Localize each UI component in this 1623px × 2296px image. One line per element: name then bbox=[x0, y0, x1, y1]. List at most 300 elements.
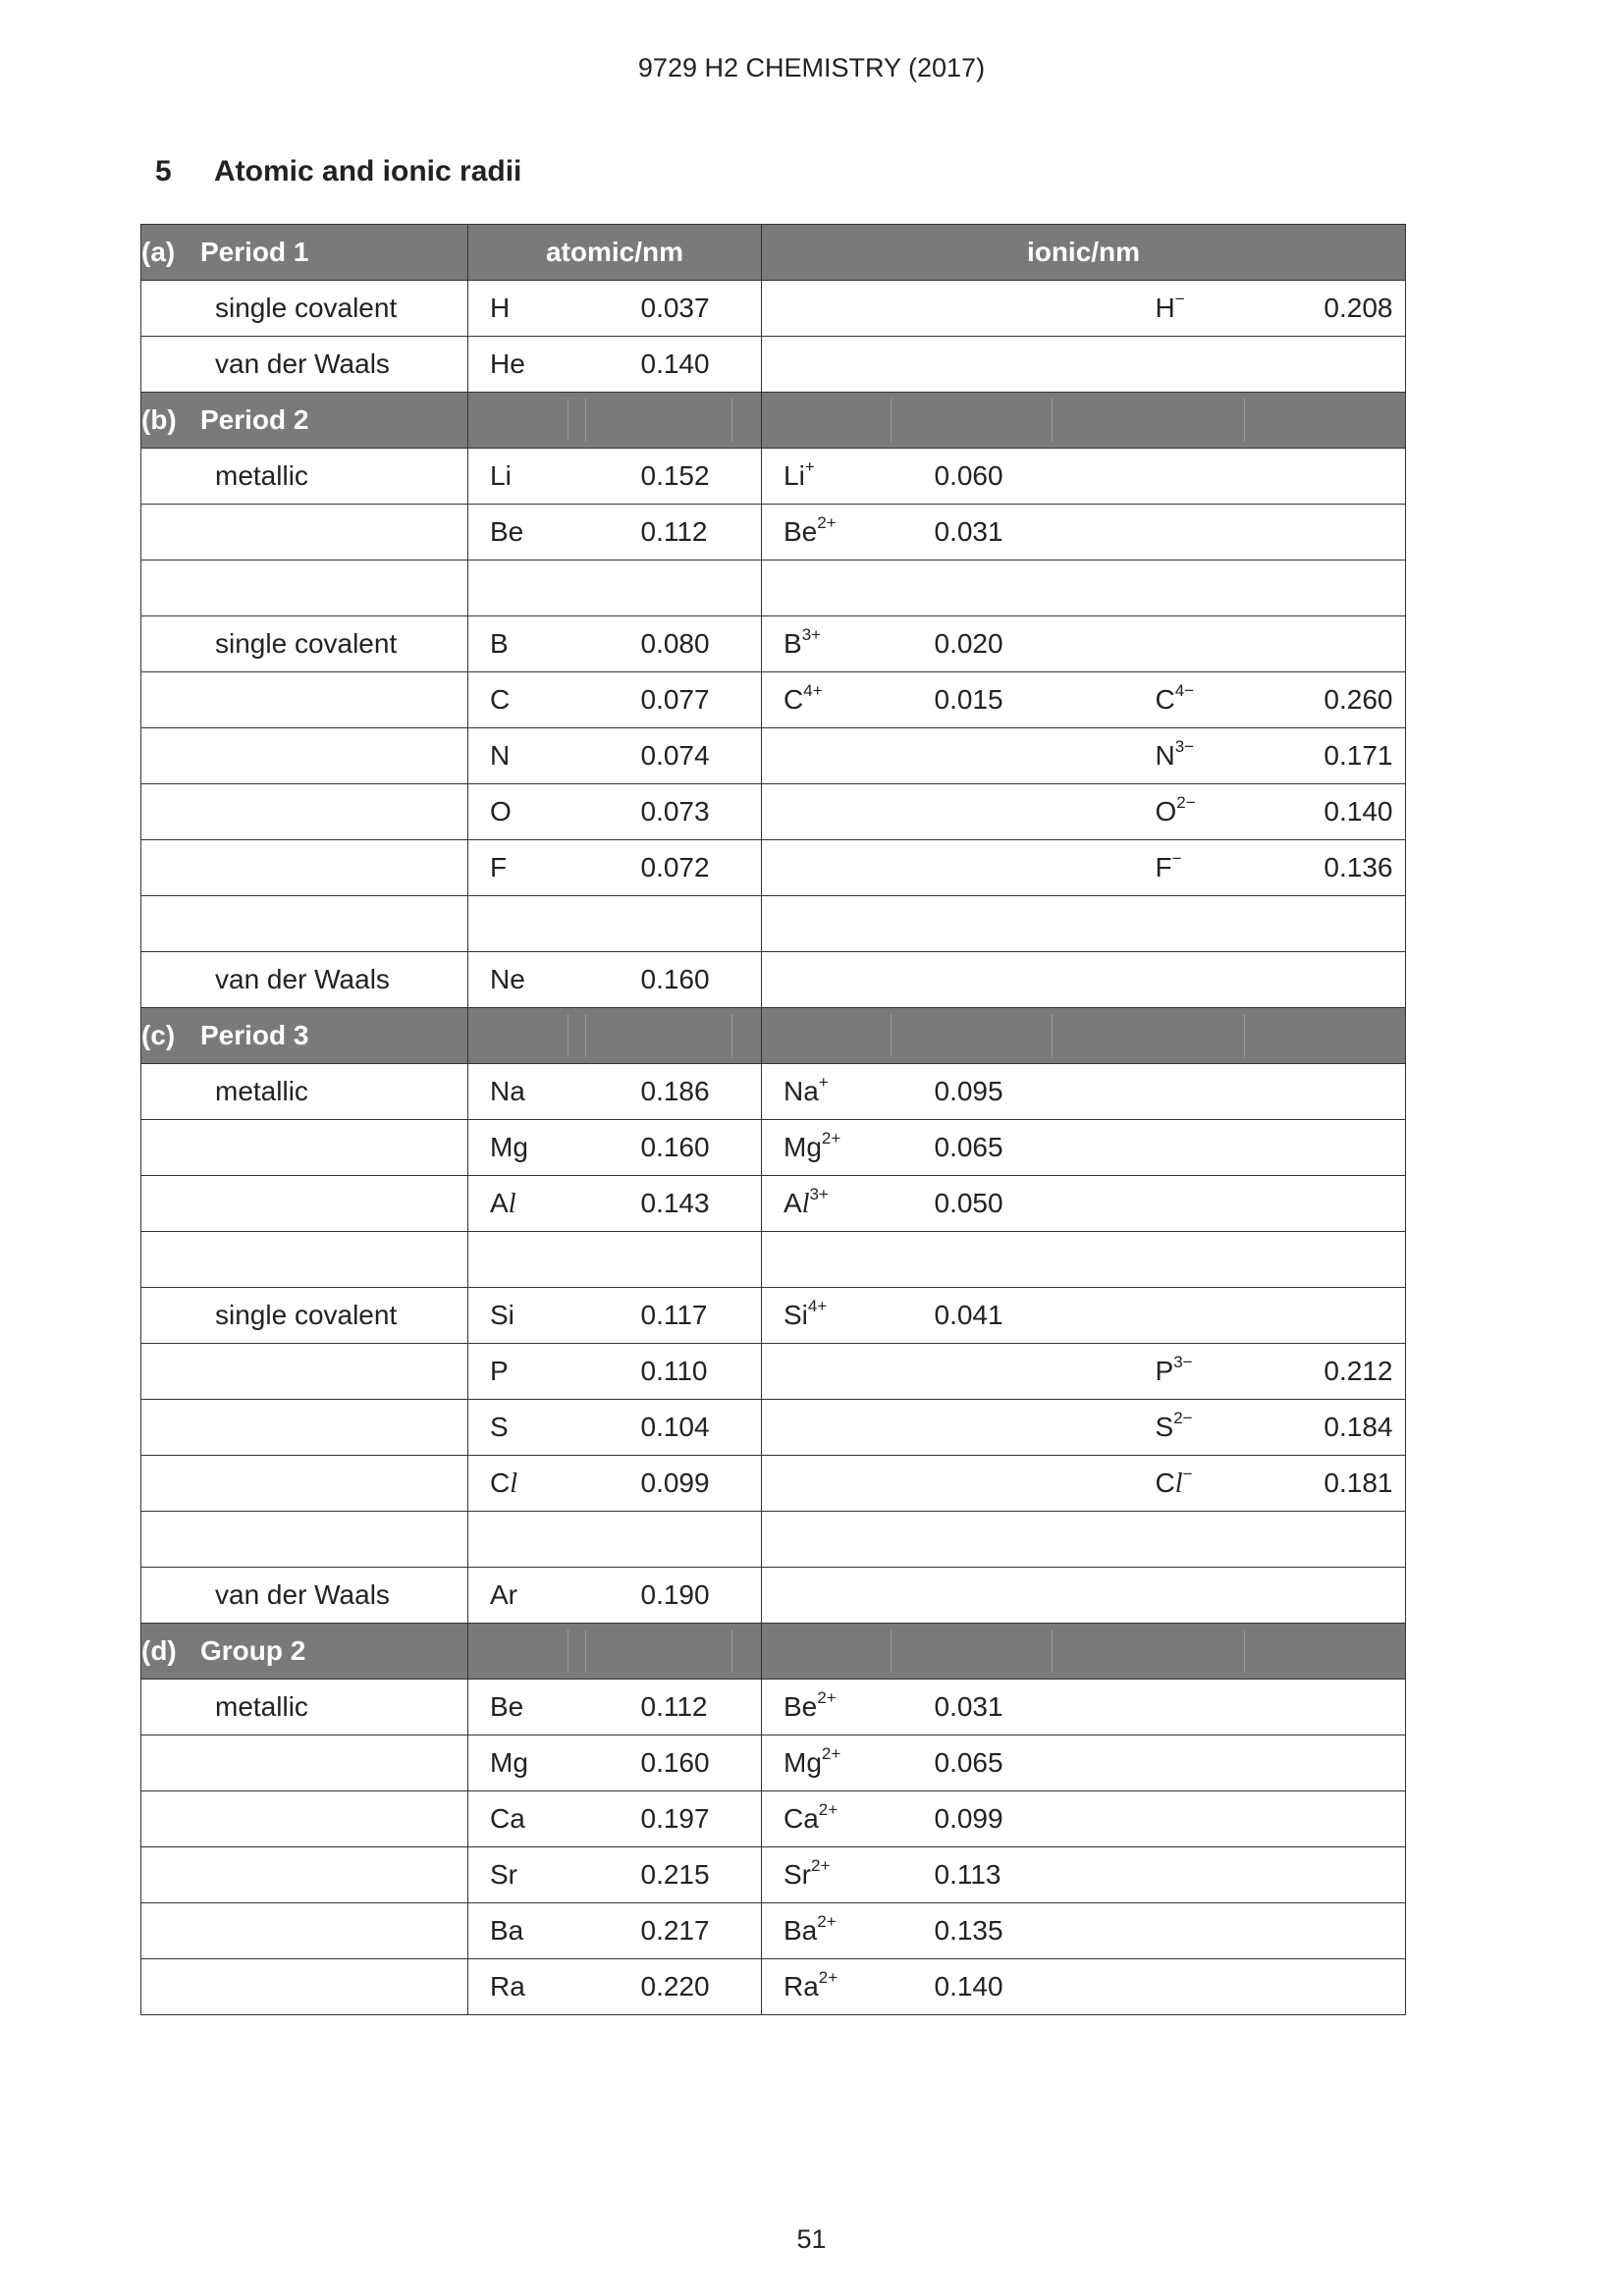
atomic-radius-cell bbox=[629, 449, 762, 505]
atomic-radius-cell bbox=[629, 1512, 762, 1568]
atomic-header-cell bbox=[468, 1624, 762, 1680]
anion-radius: 0.184 bbox=[1324, 1412, 1393, 1442]
ion-charge: + bbox=[818, 1073, 829, 1092]
element-cell bbox=[468, 952, 629, 1008]
element-symbol: S bbox=[1155, 1412, 1174, 1442]
element-cell bbox=[468, 1344, 629, 1400]
cation-cell bbox=[762, 1791, 923, 1847]
element-symbol: C bbox=[490, 684, 511, 715]
bond-type-cell bbox=[141, 1512, 468, 1568]
cation-radius-cell bbox=[923, 337, 1134, 393]
anion-radius: 0.136 bbox=[1324, 852, 1393, 882]
anion-cell bbox=[1134, 1903, 1283, 1959]
header-label-cell bbox=[141, 1008, 468, 1064]
bond-type: van der Waals bbox=[215, 348, 390, 379]
anion-radius-cell bbox=[1283, 1959, 1406, 2015]
cation-radius: 0.031 bbox=[934, 516, 1003, 547]
cation-radius: 0.060 bbox=[934, 460, 1003, 491]
cation-cell bbox=[762, 1344, 923, 1400]
table-row bbox=[141, 616, 1406, 672]
cation-radius-cell bbox=[923, 1400, 1134, 1456]
cation-cell bbox=[762, 1176, 923, 1232]
atomic-radius-cell bbox=[629, 1288, 762, 1344]
anion-cell bbox=[1134, 449, 1283, 505]
element-symbol: Cl bbox=[1155, 1467, 1183, 1499]
atomic-radius: 0.215 bbox=[640, 1859, 710, 1890]
anion-cell bbox=[1134, 1120, 1283, 1176]
anion-cell bbox=[1134, 896, 1283, 952]
element-symbol: Ca bbox=[784, 1803, 819, 1834]
element-symbol: Be bbox=[490, 516, 524, 547]
bond-type-cell bbox=[141, 840, 468, 896]
table-row bbox=[141, 449, 1406, 505]
anion-radius-cell bbox=[1283, 1400, 1406, 1456]
cation-radius: 0.113 bbox=[934, 1859, 1001, 1890]
element-symbol: P bbox=[1155, 1356, 1174, 1386]
header-divider bbox=[731, 1629, 732, 1673]
cation-cell bbox=[762, 449, 923, 505]
cation-cell bbox=[762, 1120, 923, 1176]
element-symbol: Ar bbox=[490, 1579, 517, 1610]
header-divider bbox=[1244, 399, 1245, 442]
ion-charge: 2+ bbox=[821, 1744, 841, 1763]
bond-type-cell bbox=[141, 672, 468, 728]
cation-radius-cell bbox=[923, 1120, 1134, 1176]
table-row bbox=[141, 1735, 1406, 1791]
cation-radius-cell bbox=[923, 616, 1134, 672]
ion-charge: 3+ bbox=[809, 1184, 829, 1203]
table-row bbox=[141, 1847, 1406, 1903]
element-symbol: Ca bbox=[490, 1803, 525, 1834]
anion-cell bbox=[1134, 1680, 1283, 1735]
anion-cell bbox=[1134, 561, 1283, 616]
element-cell bbox=[468, 784, 629, 840]
cation-radius-cell bbox=[923, 561, 1134, 616]
element-cell bbox=[468, 1176, 629, 1232]
header-divider bbox=[585, 1014, 586, 1057]
atomic-radius: 0.160 bbox=[640, 1747, 710, 1778]
atomic-radius-cell bbox=[629, 1680, 762, 1735]
cation-cell bbox=[762, 1680, 923, 1735]
element-symbol: Al bbox=[490, 1187, 516, 1219]
element-symbol: S bbox=[490, 1412, 509, 1442]
atomic-radius-cell bbox=[629, 952, 762, 1008]
header-letter: (a) bbox=[141, 237, 176, 267]
element-cell bbox=[468, 896, 629, 952]
table-row bbox=[141, 672, 1406, 728]
cation-cell bbox=[762, 896, 923, 952]
header-divider bbox=[585, 1629, 586, 1673]
element-symbol: B bbox=[784, 628, 802, 659]
cation-cell bbox=[762, 616, 923, 672]
bond-type-cell bbox=[141, 1232, 468, 1288]
element-symbol: Cl bbox=[490, 1467, 518, 1499]
atomic-radius-cell bbox=[629, 1959, 762, 2015]
element-symbol: Na bbox=[490, 1076, 525, 1106]
bond-type-cell bbox=[141, 561, 468, 616]
table-row bbox=[141, 1903, 1406, 1959]
element-symbol: C bbox=[1155, 684, 1175, 715]
cation-radius: 0.095 bbox=[934, 1076, 1003, 1106]
bond-type-cell bbox=[141, 1680, 468, 1735]
atomic-radius: 0.217 bbox=[640, 1915, 710, 1946]
atomic-radius: 0.037 bbox=[640, 293, 710, 323]
anion-radius-cell bbox=[1283, 1847, 1406, 1903]
header-label-cell bbox=[141, 225, 468, 281]
bond-type-cell bbox=[141, 1735, 468, 1791]
anion-radius-cell bbox=[1283, 1680, 1406, 1735]
cation-radius-cell bbox=[923, 1791, 1134, 1847]
radii-table bbox=[140, 224, 1406, 2015]
element-symbol: Na bbox=[784, 1076, 819, 1106]
anion-radius-cell bbox=[1283, 728, 1406, 784]
anion-radius-cell bbox=[1283, 505, 1406, 561]
element-symbol: Si bbox=[490, 1300, 514, 1330]
element-symbol: O bbox=[490, 796, 512, 827]
table-row bbox=[141, 1176, 1406, 1232]
anion-cell bbox=[1134, 1456, 1283, 1512]
element-symbol: Ne bbox=[490, 964, 525, 994]
table-row bbox=[141, 1288, 1406, 1344]
element-symbol: Ba bbox=[784, 1915, 818, 1946]
cation-cell bbox=[762, 1735, 923, 1791]
cation-radius-cell bbox=[923, 1847, 1134, 1903]
cation-radius-cell bbox=[923, 896, 1134, 952]
ion-charge: 2+ bbox=[821, 1129, 841, 1148]
atomic-radius: 0.077 bbox=[640, 684, 710, 715]
section-title: Atomic and ionic radii bbox=[214, 155, 522, 187]
element-symbol: Mg bbox=[784, 1747, 822, 1778]
anion-radius-cell bbox=[1283, 1512, 1406, 1568]
blank-row bbox=[141, 896, 1406, 952]
header-divider bbox=[1244, 1014, 1245, 1057]
atomic-radius: 0.099 bbox=[640, 1468, 710, 1498]
element-symbol: Mg bbox=[490, 1747, 528, 1778]
anion-radius-cell bbox=[1283, 1791, 1406, 1847]
header-label: Period 3 bbox=[200, 1020, 309, 1050]
ionic-header-cell bbox=[762, 393, 1406, 449]
bond-type-cell bbox=[141, 449, 468, 505]
atomic-radius-cell bbox=[629, 728, 762, 784]
anion-radius-cell bbox=[1283, 561, 1406, 616]
atomic-radius-cell bbox=[629, 1064, 762, 1120]
element-symbol: Li bbox=[784, 460, 805, 491]
header-label: Period 2 bbox=[200, 404, 309, 435]
cation-radius: 0.135 bbox=[934, 1915, 1003, 1946]
cation-radius-cell bbox=[923, 1456, 1134, 1512]
bond-type: single covalent bbox=[215, 1300, 398, 1330]
cation-cell bbox=[762, 840, 923, 896]
section-header-row bbox=[141, 1624, 1406, 1680]
element-cell bbox=[468, 728, 629, 784]
ion-charge: − bbox=[1174, 290, 1185, 308]
section-heading bbox=[155, 155, 521, 188]
bond-type-cell bbox=[141, 616, 468, 672]
anion-radius: 0.212 bbox=[1324, 1356, 1393, 1386]
cation-cell bbox=[762, 1064, 923, 1120]
element-symbol: H bbox=[1155, 293, 1175, 323]
anion-radius-cell bbox=[1283, 784, 1406, 840]
bond-type-cell bbox=[141, 1344, 468, 1400]
element-cell bbox=[468, 337, 629, 393]
cation-radius: 0.099 bbox=[934, 1803, 1003, 1834]
anion-radius-cell bbox=[1283, 840, 1406, 896]
cation-radius: 0.015 bbox=[934, 684, 1003, 715]
section-number: 5 bbox=[155, 155, 172, 187]
ion-charge: 2− bbox=[1176, 793, 1196, 812]
table-row bbox=[141, 337, 1406, 393]
header-divider bbox=[1052, 1629, 1053, 1673]
ion-charge: 2+ bbox=[818, 1800, 839, 1819]
table-row bbox=[141, 1680, 1406, 1735]
blank-row bbox=[141, 1232, 1406, 1288]
element-cell bbox=[468, 1680, 629, 1735]
anion-cell bbox=[1134, 1232, 1283, 1288]
ion-charge: 2− bbox=[1173, 1409, 1193, 1427]
cation-radius-cell bbox=[923, 1064, 1134, 1120]
bond-type-cell bbox=[141, 1176, 468, 1232]
element-cell bbox=[468, 281, 629, 337]
table-row bbox=[141, 1959, 1406, 2015]
element-cell bbox=[468, 1120, 629, 1176]
anion-radius-cell bbox=[1283, 1568, 1406, 1624]
cation-cell bbox=[762, 1288, 923, 1344]
anion-radius-cell bbox=[1283, 1903, 1406, 1959]
header-divider bbox=[585, 399, 586, 442]
atomic-radius: 0.080 bbox=[640, 628, 710, 659]
anion-radius: 0.181 bbox=[1324, 1468, 1393, 1498]
element-symbol: Ra bbox=[490, 1971, 525, 2002]
atomic-radius-cell bbox=[629, 896, 762, 952]
anion-radius: 0.171 bbox=[1324, 740, 1393, 771]
element-cell bbox=[468, 1232, 629, 1288]
anion-radius-cell bbox=[1283, 337, 1406, 393]
anion-radius-cell bbox=[1283, 672, 1406, 728]
atomic-radius-cell bbox=[629, 1791, 762, 1847]
atomic-radius: 0.143 bbox=[640, 1188, 710, 1218]
table-row bbox=[141, 505, 1406, 561]
anion-cell bbox=[1134, 1959, 1283, 2015]
cation-radius-cell bbox=[923, 1568, 1134, 1624]
bond-type: metallic bbox=[215, 460, 308, 491]
cation-radius-cell bbox=[923, 449, 1134, 505]
cation-radius-cell bbox=[923, 1512, 1134, 1568]
table-row bbox=[141, 1344, 1406, 1400]
anion-cell bbox=[1134, 840, 1283, 896]
header-divider bbox=[891, 1014, 892, 1057]
element-cell bbox=[468, 1288, 629, 1344]
atomic-radius-cell bbox=[629, 1400, 762, 1456]
element-cell bbox=[468, 1959, 629, 2015]
header-letter: (c) bbox=[141, 1020, 176, 1050]
ion-charge: 4− bbox=[1174, 681, 1195, 700]
anion-cell bbox=[1134, 1568, 1283, 1624]
atomic-radius-cell bbox=[629, 1176, 762, 1232]
cation-radius-cell bbox=[923, 1959, 1134, 2015]
bond-type-cell bbox=[141, 1288, 468, 1344]
anion-radius-cell bbox=[1283, 616, 1406, 672]
atomic-radius: 0.074 bbox=[640, 740, 710, 771]
cation-radius: 0.031 bbox=[934, 1691, 1003, 1722]
anion-cell bbox=[1134, 1400, 1283, 1456]
bond-type: van der Waals bbox=[215, 1579, 390, 1610]
element-symbol: F bbox=[490, 852, 508, 882]
table-row bbox=[141, 1400, 1406, 1456]
cation-radius-cell bbox=[923, 281, 1134, 337]
ion-charge: 2+ bbox=[817, 1688, 837, 1707]
atomic-radius-cell bbox=[629, 1456, 762, 1512]
section-header-row bbox=[141, 393, 1406, 449]
atomic-radius: 0.112 bbox=[640, 516, 708, 547]
element-cell bbox=[468, 840, 629, 896]
cation-radius-cell bbox=[923, 1232, 1134, 1288]
cation-cell bbox=[762, 281, 923, 337]
ion-charge: 2+ bbox=[817, 513, 837, 532]
cation-cell bbox=[762, 1512, 923, 1568]
anion-radius-cell bbox=[1283, 1232, 1406, 1288]
anion-cell bbox=[1134, 1735, 1283, 1791]
anion-cell bbox=[1134, 728, 1283, 784]
anion-cell bbox=[1134, 672, 1283, 728]
anion-cell bbox=[1134, 1176, 1283, 1232]
atomic-column-header: atomic/nm bbox=[545, 237, 684, 267]
cation-radius-cell bbox=[923, 840, 1134, 896]
element-symbol: Mg bbox=[784, 1132, 822, 1162]
element-cell bbox=[468, 1512, 629, 1568]
element-cell bbox=[468, 1568, 629, 1624]
atomic-radius-cell bbox=[629, 616, 762, 672]
element-symbol: B bbox=[490, 628, 509, 659]
element-symbol: Sr bbox=[784, 1859, 811, 1890]
cation-cell bbox=[762, 1568, 923, 1624]
ionic-header-cell bbox=[762, 1008, 1406, 1064]
ionic-header-cell bbox=[762, 1624, 1406, 1680]
cation-radius: 0.020 bbox=[934, 628, 1003, 659]
bond-type: van der Waals bbox=[215, 964, 390, 994]
element-symbol: Li bbox=[490, 460, 512, 491]
element-symbol: Si bbox=[784, 1300, 808, 1330]
bond-type-cell bbox=[141, 784, 468, 840]
element-symbol: He bbox=[490, 348, 525, 379]
anion-radius-cell bbox=[1283, 281, 1406, 337]
anion-cell bbox=[1134, 1344, 1283, 1400]
atomic-header-cell bbox=[468, 393, 762, 449]
ion-charge: 2+ bbox=[817, 1912, 837, 1931]
atomic-radius: 0.152 bbox=[640, 460, 710, 491]
element-cell bbox=[468, 561, 629, 616]
ionic-column-header: ionic/nm bbox=[1026, 237, 1141, 267]
ion-charge: 3+ bbox=[801, 625, 822, 644]
anion-cell bbox=[1134, 505, 1283, 561]
atomic-radius-cell bbox=[629, 1847, 762, 1903]
bond-type-cell bbox=[141, 896, 468, 952]
cation-radius-cell bbox=[923, 784, 1134, 840]
element-cell bbox=[468, 505, 629, 561]
table-row bbox=[141, 728, 1406, 784]
bond-type-cell bbox=[141, 952, 468, 1008]
bond-type-cell bbox=[141, 728, 468, 784]
element-cell bbox=[468, 1903, 629, 1959]
cation-cell bbox=[762, 561, 923, 616]
cation-cell bbox=[762, 1903, 923, 1959]
element-symbol: Mg bbox=[490, 1132, 528, 1162]
atomic-radius-cell bbox=[629, 561, 762, 616]
ion-charge: 4+ bbox=[803, 681, 823, 700]
table-row bbox=[141, 1791, 1406, 1847]
anion-radius-cell bbox=[1283, 1344, 1406, 1400]
element-symbol: H bbox=[490, 293, 511, 323]
cation-radius-cell bbox=[923, 728, 1134, 784]
atomic-radius: 0.072 bbox=[640, 852, 710, 882]
atomic-radius-cell bbox=[629, 1735, 762, 1791]
atomic-radius: 0.160 bbox=[640, 1132, 710, 1162]
cation-radius-cell bbox=[923, 1288, 1134, 1344]
atomic-radius: 0.220 bbox=[640, 1971, 710, 2002]
element-symbol: N bbox=[1155, 740, 1175, 771]
element-symbol: C bbox=[784, 684, 804, 715]
ion-charge: 2+ bbox=[818, 1968, 839, 1987]
blank-row bbox=[141, 561, 1406, 616]
cation-cell bbox=[762, 1959, 923, 2015]
element-symbol: Al bbox=[784, 1187, 810, 1219]
atomic-header-cell bbox=[468, 225, 762, 281]
anion-radius-cell bbox=[1283, 1120, 1406, 1176]
anion-radius: 0.260 bbox=[1324, 684, 1393, 715]
atomic-radius-cell bbox=[629, 1903, 762, 1959]
bond-type: single covalent bbox=[215, 628, 398, 659]
ionic-header-cell bbox=[762, 225, 1406, 281]
cation-cell bbox=[762, 784, 923, 840]
cation-radius-cell bbox=[923, 672, 1134, 728]
cation-cell bbox=[762, 952, 923, 1008]
anion-cell bbox=[1134, 1288, 1283, 1344]
atomic-radius: 0.104 bbox=[640, 1412, 710, 1442]
anion-cell bbox=[1134, 1791, 1283, 1847]
bond-type-cell bbox=[141, 1064, 468, 1120]
atomic-radius: 0.190 bbox=[640, 1579, 710, 1610]
cation-radius: 0.065 bbox=[934, 1132, 1003, 1162]
atomic-radius: 0.073 bbox=[640, 796, 710, 827]
ion-charge: + bbox=[804, 457, 815, 476]
atomic-radius: 0.117 bbox=[640, 1300, 708, 1330]
atomic-radius-cell bbox=[629, 1568, 762, 1624]
cation-radius: 0.140 bbox=[934, 1971, 1003, 2002]
header-divider bbox=[1052, 1014, 1053, 1057]
header-label: Period 1 bbox=[200, 237, 309, 267]
element-symbol: Ba bbox=[490, 1915, 524, 1946]
header-letter: (d) bbox=[141, 1635, 177, 1666]
anion-cell bbox=[1134, 337, 1283, 393]
bond-type: single covalent bbox=[215, 293, 398, 323]
page-number: 51 bbox=[796, 2224, 827, 2254]
section-header-row bbox=[141, 225, 1406, 281]
anion-cell bbox=[1134, 616, 1283, 672]
cation-radius-cell bbox=[923, 1344, 1134, 1400]
atomic-radius: 0.140 bbox=[640, 348, 710, 379]
bond-type-cell bbox=[141, 1456, 468, 1512]
anion-radius-cell bbox=[1283, 1288, 1406, 1344]
header-divider bbox=[891, 399, 892, 442]
element-cell bbox=[468, 616, 629, 672]
element-symbol: Ra bbox=[784, 1971, 819, 2002]
bond-type-cell bbox=[141, 505, 468, 561]
cation-cell bbox=[762, 1847, 923, 1903]
bond-type-cell bbox=[141, 1400, 468, 1456]
element-cell bbox=[468, 672, 629, 728]
cation-cell bbox=[762, 1456, 923, 1512]
bond-type-cell bbox=[141, 1120, 468, 1176]
anion-radius-cell bbox=[1283, 1176, 1406, 1232]
